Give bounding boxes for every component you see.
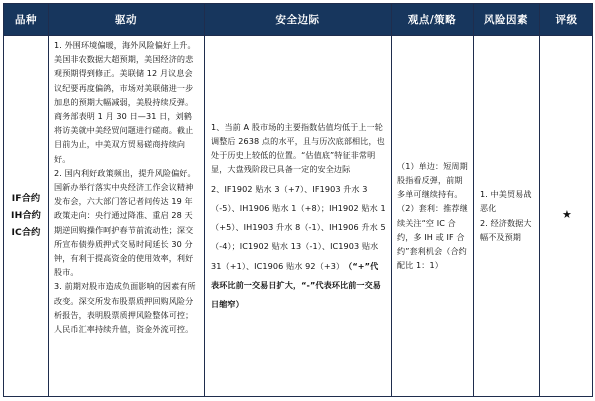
risk-item-2: 2. 经济数据大幅不及预期 — [480, 217, 532, 242]
header-rating: 评级 — [555, 14, 578, 26]
cell-driver — [49, 35, 204, 396]
cell-rating — [540, 35, 594, 396]
table-header — [4, 4, 592, 35]
risk-item-1: 1. 中美贸易战恶化 — [480, 189, 532, 214]
cell-risk — [474, 35, 539, 396]
variety-label: IF合约 IH合约 IC合约 — [11, 193, 41, 238]
view-arbitrage: （2）套利：推荐继续关注“空 IC 合约，多 IH 或 IF 合约”套利机会（合约配比 1：1） — [397, 203, 468, 271]
view-single-side: （1）单边：短周期股指看反弹，前期多单可继续持有。 — [397, 160, 468, 200]
safety-margin-valuation: 1、当前 A 股市场的主要指数估值均低于上一轮调整后 2638 点的水平，且与历次底部相比，也处于历史上较低的位置。“估值底”特征非常明显，大盘残阶段已具备一定的安全边际 — [211, 121, 385, 175]
driver-point-3: 3. 前期对股市造成负面影响的因素有所改变。深交所发布股票质押回购风险分析报告，表明股票质押风险整体可控；人民币汇率持续升值，资金外流可控。 — [54, 281, 196, 335]
cell-safety-margin — [205, 35, 391, 396]
cell-view — [392, 35, 473, 396]
safety-margin-note: （“+”代表环比前一交易日扩大，“-”代表环比前一交易日缩窄） — [211, 260, 381, 309]
header-variety: 品种 — [15, 14, 37, 26]
header-risk: 风险因素 — [484, 14, 528, 26]
strategy-table — [3, 3, 593, 397]
header-view: 观点/策略 — [407, 14, 457, 26]
safety-margin-basis: 2、IF1902 贴水 3（+7）、IF1903 升水 3（-5）、IH1906 贴水 1（+8）；IH1902 贴水 1（+5）、IH1903 升水 8（-1）、IH1906 升水 5（-4）；IC1902 贴水 13（-1）、IC1903 贴水 31（+1）、IC1906 贴水 92（+3） — [211, 183, 386, 271]
header-driver: 驱动 — [115, 14, 137, 26]
header-safety-margin: 安全边际 — [275, 14, 320, 26]
rating-star-icon: ★ — [562, 208, 572, 222]
cell-variety — [4, 35, 48, 396]
driver-point-1: 1. 外围环境偏暖，海外风险偏好上升。美国非农数据大超预期，美国经济的悲观预期得到修正。美联储 12 月议息会议纪要再度偏鸽，市场对美联储进一步加息的预期大幅减弱，美股持续反弹。商务部表明 1 月 30 日—31 日，刘鹤将访美就中美经贸问题进行磋商。截止目前为止，中美双方贸易磋商持续向好。 — [54, 40, 196, 164]
driver-point-2: 2. 国内利好政策频出，提升风险偏好。国新办举行落实中央经济工作会议精神发布会，六大部门答记者问传达 19 年政策走向：央行通过降准、重启 28 天期逆回购操作呵护春节前流动性；深交所宣布债券质押式交易时间延长 30 分钟，有利于提高资金的使用效率，利好股市。 — [54, 167, 196, 278]
